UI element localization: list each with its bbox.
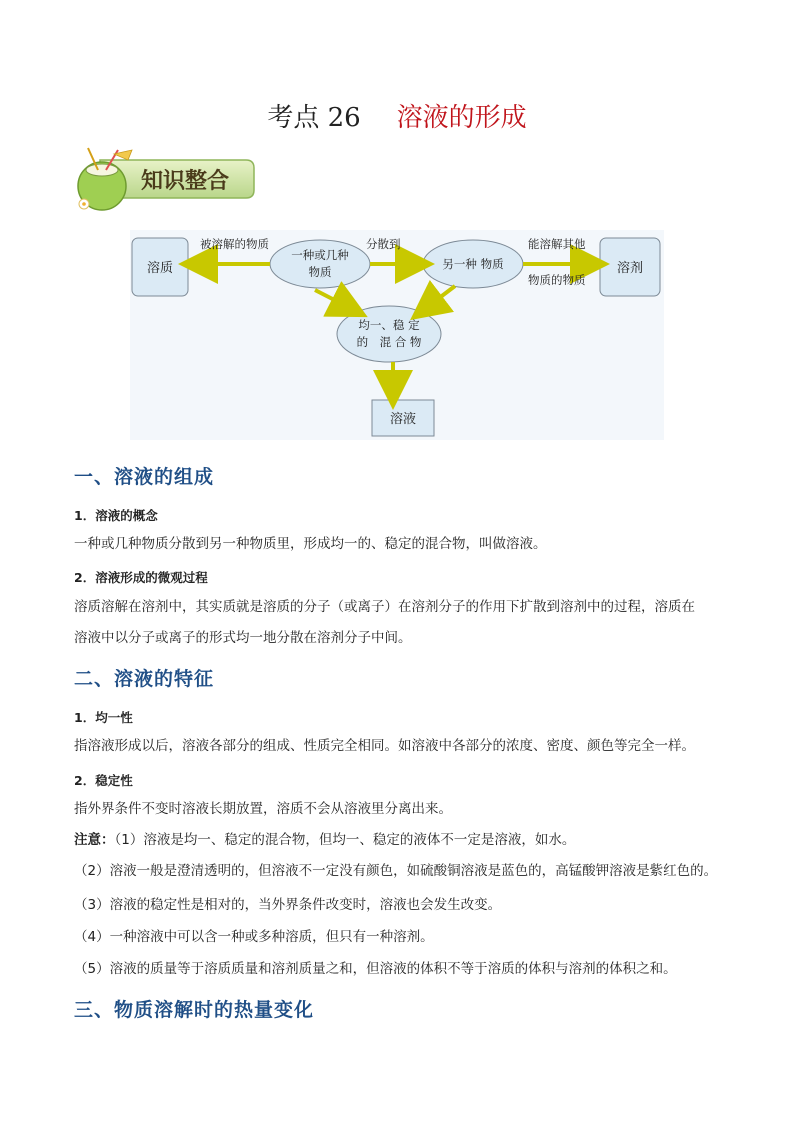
note1: （1）溶液是均一、稳定的混合物，但均一、稳定的液体不一定是溶液，如水。 xyxy=(114,832,576,848)
label-can-dissolve-2: 物质的物质 xyxy=(528,273,586,287)
ellipse-left-line1: 一种或几种 xyxy=(291,248,349,262)
section1-sub2: 2．溶液形成的微观过程 xyxy=(74,570,208,585)
note4: （4）一种溶液中可以含一种或多种溶质，但只有一种溶剂。 xyxy=(74,929,434,945)
badge-text: 知识整合 xyxy=(140,169,230,194)
solvent-label: 溶剂 xyxy=(616,261,644,276)
ellipse-mixture xyxy=(337,306,441,362)
title-number: 考点 26 xyxy=(267,103,361,133)
note-label: 注意： xyxy=(74,832,115,848)
ellipse-right-text: 另一种 物质 xyxy=(442,257,504,271)
page-title xyxy=(0,100,794,136)
section1-p1: 一种或几种物质分散到另一种物质里，形成均一的、稳定的混合物，叫做溶液。 xyxy=(74,536,547,552)
section2-sub2: 2．稳定性 xyxy=(74,773,133,788)
label-can-dissolve-1: 能溶解其他 xyxy=(528,237,586,251)
solute-label: 溶质 xyxy=(146,261,174,276)
section1-sub1: 1．溶液的概念 xyxy=(74,508,158,523)
note5: （5）溶液的质量等于溶质质量和溶剂质量之和，但溶液的体积不等于溶质的体积与溶剂的体积之和。 xyxy=(74,961,677,977)
solution-label: 溶液 xyxy=(389,412,417,427)
note3: （3）溶液的稳定性是相对的，当外界条件改变时，溶液也会发生改变。 xyxy=(74,897,502,913)
ellipse-bottom-line2: 的 混 合 物 xyxy=(356,335,422,349)
title-main: 溶液的形成 xyxy=(396,103,527,133)
note1-line xyxy=(74,827,734,854)
solution-concept-diagram xyxy=(130,230,664,440)
section1-heading: 一、溶液的组成 xyxy=(74,466,215,488)
section3-heading: 三、物质溶解时的热量变化 xyxy=(74,999,315,1021)
section2-sub1: 1．均一性 xyxy=(74,710,133,725)
note2: （2）溶液一般是澄清透明的，但溶液不一定没有颜色，如硫酸铜溶液是蓝色的，高锰酸钾溶液是紫红色的。 xyxy=(74,863,718,879)
knowledge-badge xyxy=(70,146,256,212)
ellipse-left-line2: 物质 xyxy=(308,265,332,279)
label-disperse: 分散到 xyxy=(366,237,401,251)
section2-p1: 指溶液形成以后，溶液各部分的组成、性质完全相同。如溶液中各部分的浓度、密度、颜色等完全一样。 xyxy=(74,738,695,754)
label-dissolved: 被溶解的物质 xyxy=(200,237,269,251)
ellipse-bottom-line1: 均一、稳 定 xyxy=(358,318,420,332)
section2-heading: 二、溶液的特征 xyxy=(74,668,215,690)
section1-p2b: 溶液中以分子或离子的形式均一地分散在溶剂分子中间。 xyxy=(74,630,412,646)
section2-p2: 指外界条件不变时溶液长期放置，溶质不会从溶液里分离出来。 xyxy=(74,801,452,817)
section1-p2a: 溶质溶解在溶剂中，其实质就是溶质的分子（或离子）在溶剂分子的作用下扩散到溶剂中的过程，溶质在 xyxy=(74,599,695,615)
